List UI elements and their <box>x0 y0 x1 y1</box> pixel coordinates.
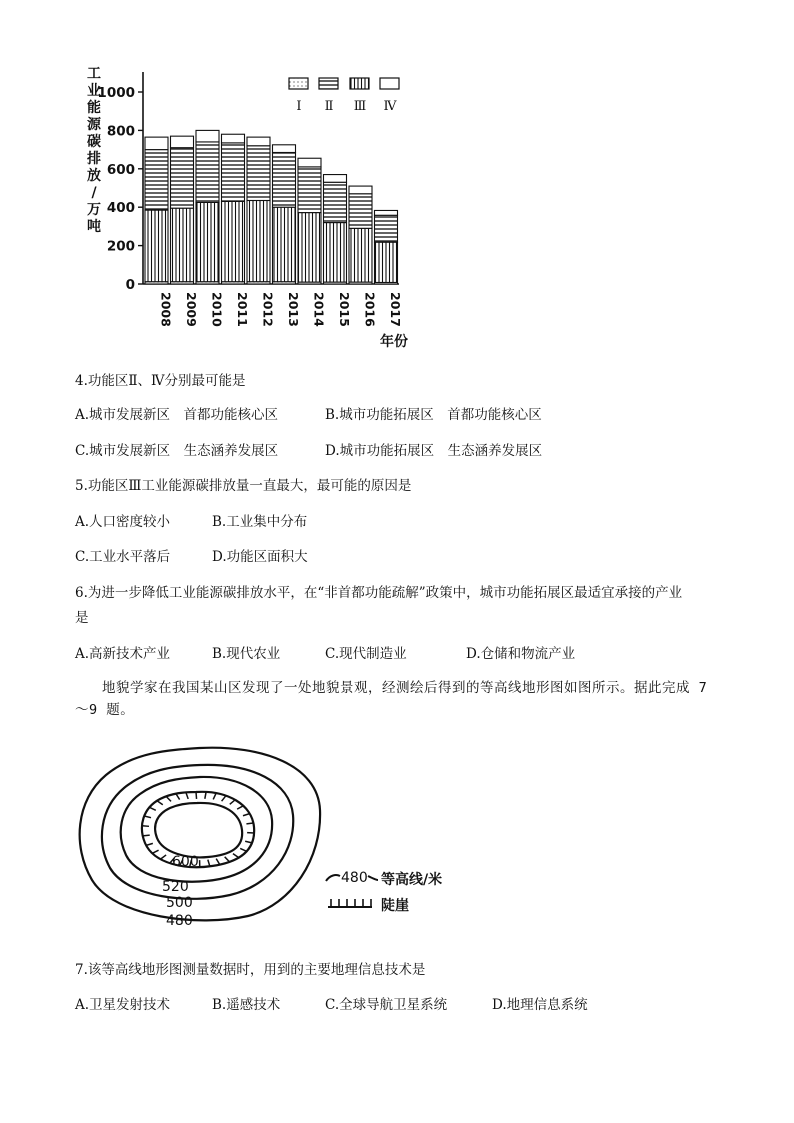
bar-segment <box>222 201 245 281</box>
cliff-tick <box>243 814 250 816</box>
x-tick-label: 2015 <box>337 292 352 327</box>
y-label-char: / <box>91 185 97 201</box>
cliff-tick <box>230 800 235 804</box>
question-6-stem: 6.为进一步降低工业能源碳排放水平，在“非首都功能疏解”政策中，城市功能拓展区最适宜承接的产业 <box>75 585 683 601</box>
bar-segment <box>324 182 347 222</box>
q5-option-d[interactable]: D.功能区面积大 <box>212 549 308 565</box>
cliff-tick <box>216 859 220 865</box>
bar-segment <box>145 137 168 149</box>
bar-segment <box>324 223 347 283</box>
q4-option-b[interactable]: B.城市功能拓展区 首都功能核心区 <box>325 407 542 423</box>
bar-segment <box>171 208 194 282</box>
cliff-tick <box>149 807 155 810</box>
legend-contour-label: 等高线/米 <box>381 872 443 888</box>
bar-segment <box>375 215 398 242</box>
cliff-tick <box>240 848 246 851</box>
bar-segment <box>145 150 168 210</box>
legend-cliff-label: 陡崖 <box>381 898 409 914</box>
cliff-tick <box>144 816 151 818</box>
q7-option-b[interactable]: B.遥感技术 <box>212 997 281 1013</box>
bar-segment <box>247 146 270 201</box>
cliff-tick <box>233 854 239 858</box>
y-label-char: 业 <box>87 83 101 99</box>
question-5-stem: 5.功能区Ⅲ工业能源碳排放量一直最大，最可能的原因是 <box>75 478 412 494</box>
bar-segment <box>375 210 398 215</box>
cliff-tick <box>225 857 230 862</box>
y-label-char: 碳 <box>87 134 101 150</box>
cliff-tick <box>237 806 243 809</box>
chart-x-axis-label: 年份 <box>380 334 408 350</box>
chart-legend <box>289 78 399 114</box>
y-tick-label: 1000 <box>97 85 135 101</box>
cliff-tick <box>166 796 171 801</box>
bar-segment <box>171 148 194 208</box>
x-tick-label: 2009 <box>184 292 199 327</box>
bar-segment <box>298 167 321 213</box>
y-label-char: 吨 <box>87 219 101 235</box>
bar-segment <box>298 158 321 167</box>
y-label-char: 排 <box>87 151 101 167</box>
cliff-tick <box>205 792 206 799</box>
cliff-tick <box>146 843 153 845</box>
bar-segment <box>349 186 372 194</box>
y-label-char: 能 <box>87 100 101 116</box>
contour-label-520: 520 <box>162 879 189 895</box>
bar-segment <box>171 136 194 148</box>
q4-option-c[interactable]: C.城市发展新区 生态涵养发展区 <box>75 443 279 459</box>
legend-label: Ⅱ <box>324 99 334 114</box>
bar-segment <box>298 213 321 283</box>
contour-480 <box>80 748 320 921</box>
contour-label-600: 600 <box>172 854 199 870</box>
bar-segment <box>273 207 296 281</box>
cliff-tick <box>222 796 226 802</box>
x-tick-label: 2008 <box>158 292 174 327</box>
x-tick-label: 2010 <box>209 292 225 327</box>
x-tick-label: 2016 <box>362 292 378 327</box>
q4-option-a[interactable]: A.城市发展新区 首都功能核心区 <box>75 407 279 423</box>
cliff-tick <box>157 801 163 805</box>
bar-segment <box>222 143 245 202</box>
y-tick-label: 400 <box>106 200 135 217</box>
cliff-tick <box>208 860 210 867</box>
cliff-tick <box>245 841 252 843</box>
legend-label: Ⅲ <box>353 99 367 114</box>
cliff-tick <box>213 793 216 799</box>
q6-option-c[interactable]: C.现代制造业 <box>325 646 407 662</box>
cliff-tick <box>142 826 149 827</box>
q6-option-b[interactable]: B.现代农业 <box>212 646 281 662</box>
bar-segment <box>196 142 219 202</box>
legend-swatch <box>289 78 308 89</box>
q5-option-c[interactable]: C.工业水平落后 <box>75 549 171 565</box>
cliff-tick <box>196 792 197 799</box>
y-label-char: 工 <box>87 66 101 82</box>
bar-segment <box>375 242 398 282</box>
bar-segment <box>273 145 296 153</box>
q5-option-a[interactable]: A.人口密度较小 <box>75 514 171 530</box>
legend-cliff-ticks <box>331 899 371 907</box>
y-label-char: 放 <box>87 168 101 184</box>
bar-segment <box>196 130 219 142</box>
bar-segment <box>196 202 219 281</box>
bar-segment <box>273 152 296 207</box>
cliff-tick <box>161 855 167 859</box>
bar-segment <box>324 175 347 183</box>
x-tick-label: 2017 <box>388 292 403 327</box>
question-7-stem: 7.该等高线地形图测量数据时，用到的主要地理信息技术是 <box>75 962 426 978</box>
bar-segment <box>247 137 270 146</box>
y-tick-label: 600 <box>106 161 135 178</box>
x-tick-label: 2011 <box>235 292 250 327</box>
question-6-stem-cont: 是 <box>75 610 89 626</box>
passage-intro: 地貌学家在我国某山区发现了一处地貌景观，经测绘后得到的等高线地形图如图所示。据此完成 7～9 题。 <box>75 680 708 718</box>
y-label-char: 源 <box>87 117 101 133</box>
legend-swatch <box>350 78 369 89</box>
y-tick-label: 200 <box>106 238 135 255</box>
q7-option-c[interactable]: C.全球导航卫星系统 <box>325 997 448 1013</box>
question-4-stem: 4.功能区Ⅱ、Ⅳ分别最可能是 <box>75 373 246 389</box>
map-legend <box>326 870 442 914</box>
y-tick-label: 0 <box>125 277 135 293</box>
bar-segment <box>247 200 270 281</box>
legend-swatch <box>319 78 338 89</box>
contour-500 <box>102 765 293 899</box>
y-tick-label: 800 <box>106 123 135 140</box>
q7-option-a[interactable]: A.卫星发射技术 <box>75 997 171 1013</box>
q4-option-d[interactable]: D.城市功能拓展区 生态涵养发展区 <box>325 443 543 459</box>
contour-label-500: 500 <box>166 895 193 911</box>
bar-segment <box>349 228 372 282</box>
q6-option-d[interactable]: D.仓储和物流产业 <box>466 646 576 662</box>
y-label-char: 万 <box>87 202 101 218</box>
contour-600-inner <box>155 803 242 857</box>
x-tick-label: 2012 <box>260 292 276 327</box>
x-tick-label: 2013 <box>286 292 301 327</box>
legend-label: Ⅰ <box>296 99 302 114</box>
q6-option-a[interactable]: A.高新技术产业 <box>75 646 171 662</box>
contour-map <box>0 735 794 935</box>
bar-segment <box>145 210 168 282</box>
bar-chart <box>0 0 794 360</box>
bar-segment <box>222 134 245 143</box>
legend-swatch <box>380 78 399 89</box>
q5-option-b[interactable]: B.工业集中分布 <box>212 514 308 530</box>
contour-label-480: 480 <box>166 913 193 929</box>
cliff-tick <box>143 835 150 836</box>
cliff-tick <box>246 823 253 824</box>
chart-bars <box>145 130 398 284</box>
legend-contour-value: 480 <box>341 870 368 886</box>
cliff-tick <box>152 850 158 853</box>
x-tick-label: 2014 <box>311 292 327 327</box>
q7-option-d[interactable]: D.地理信息系统 <box>492 997 588 1013</box>
legend-label: Ⅳ <box>383 99 397 114</box>
bar-segment <box>349 194 372 229</box>
